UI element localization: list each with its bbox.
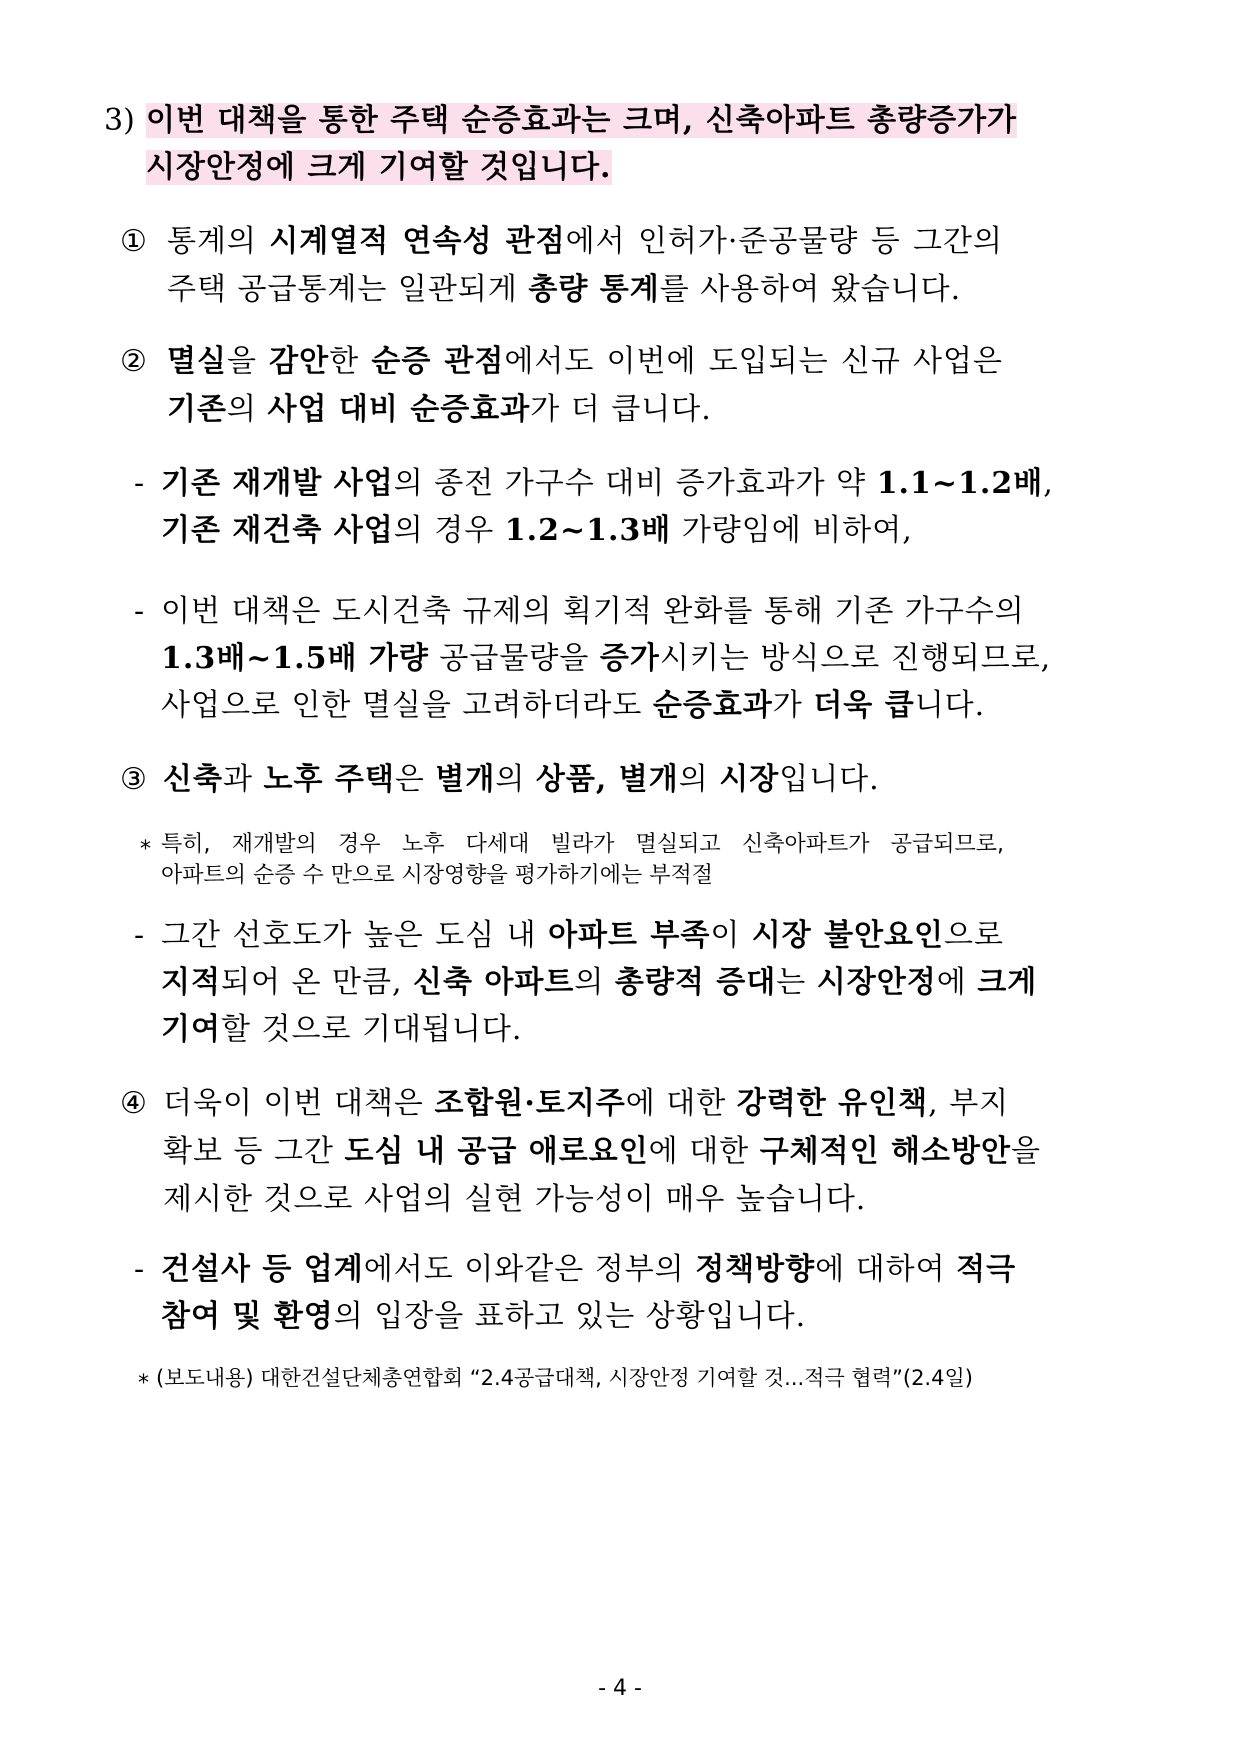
item-4-line-2: 확보 등 그간 도심 내 공급 애로요인에 대한 구체적인 해소방안을 [163,1134,1041,1169]
item-4-line-1: 더욱이 이번 대책은 조합원·토지주에 대한 강력한 유인책, 부지 [163,1086,1010,1121]
item-3-line-1: 신축과 노후 주택은 별개의 상품, 별개의 시장입니다. [163,762,880,797]
dash-marker: - [134,466,145,501]
note-1-line-2: 아파트의 순증 수 만으로 시장영향을 평가하기에는 부적절 [161,863,714,888]
bullet-3-line-3: 기여할 것으로 기대됩니다. [161,1012,523,1047]
section-3-line-2 [146,148,612,188]
highlighted-text: 시장안정에 크게 기여할 것입니다. [146,150,612,185]
item-2-line-2: 기존의 사업 대비 순증효과가 더 큽니다. [167,392,712,427]
circled-marker-2: ② [120,344,147,379]
bullet-1-line-2: 기존 재건축 사업의 경우 1.2~1.3배 가량임에 비하여, [161,513,913,548]
asterisk-marker: * [138,1371,149,1396]
bullet-3-line-1: 그간 선호도가 높은 도심 내 아파트 부족이 시장 불안요인으로 [161,918,1004,953]
dash-marker: - [134,918,145,953]
bullet-2-line-2: 1.3배~1.5배 가량 공급물량을 증가시키는 방식으로 진행되므로, [161,641,1052,676]
circled-marker-4: ④ [120,1086,147,1121]
bullet-2-line-1: 이번 대책은 도시건축 규제의 획기적 완화를 통해 기존 가구수의 [161,594,1025,629]
page-number: - 4 - [598,1676,642,1701]
circled-marker-1: ① [120,224,147,259]
dash-marker: - [134,594,145,629]
item-1-line-2: 주택 공급통계는 일관되게 총량 통계를 사용하여 왔습니다. [167,272,962,307]
bullet-3-line-2: 지적되어 온 만큼, 신축 아파트의 총량적 증대는 시장안정에 크게 [161,965,1038,1000]
asterisk-marker: * [140,837,151,862]
bullet-2-line-3: 사업으로 인한 멸실을 고려하더라도 순증효과가 더욱 큽니다. [161,688,986,723]
section-number: 3) [104,103,135,138]
item-1-line-1: 통계의 시계열적 연속성 관점에서 인허가·준공물량 등 그간의 [167,224,1003,259]
bullet-4-line-1: 건설사 등 업계에서도 이와같은 정부의 정책방향에 대하여 적극 [161,1252,1017,1287]
circled-marker-3: ③ [120,762,147,797]
press-report-note: (보도내용) 대한건설단체총연합회 “2.4공급대책, 시장안정 기여할 것...적극 협력”(2.4일) [156,1366,973,1390]
bullet-1-line-1: 기존 재개발 사업의 종전 가구수 대비 증가효과가 약 1.1~1.2배, [161,466,1054,501]
highlighted-text: 이번 대책을 통한 주택 순증효과는 크며, 신축아파트 총량증가가 [146,103,1018,138]
item-4-line-3: 제시한 것으로 사업의 실현 가능성이 매우 높습니다. [163,1182,867,1217]
item-2-line-1: 멸실을 감안한 순증 관점에서도 이번에 도입되는 신규 사업은 [167,344,1003,379]
dash-marker: - [134,1252,145,1287]
section-3-line-1 [146,101,1018,141]
note-1-line-1: 특히, 재개발의 경우 노후 다세대 빌라가 멸실되고 신축아파트가 공급되므로, [161,832,1004,857]
bullet-4-line-2: 참여 및 환영의 입장을 표하고 있는 상황입니다. [161,1299,807,1334]
